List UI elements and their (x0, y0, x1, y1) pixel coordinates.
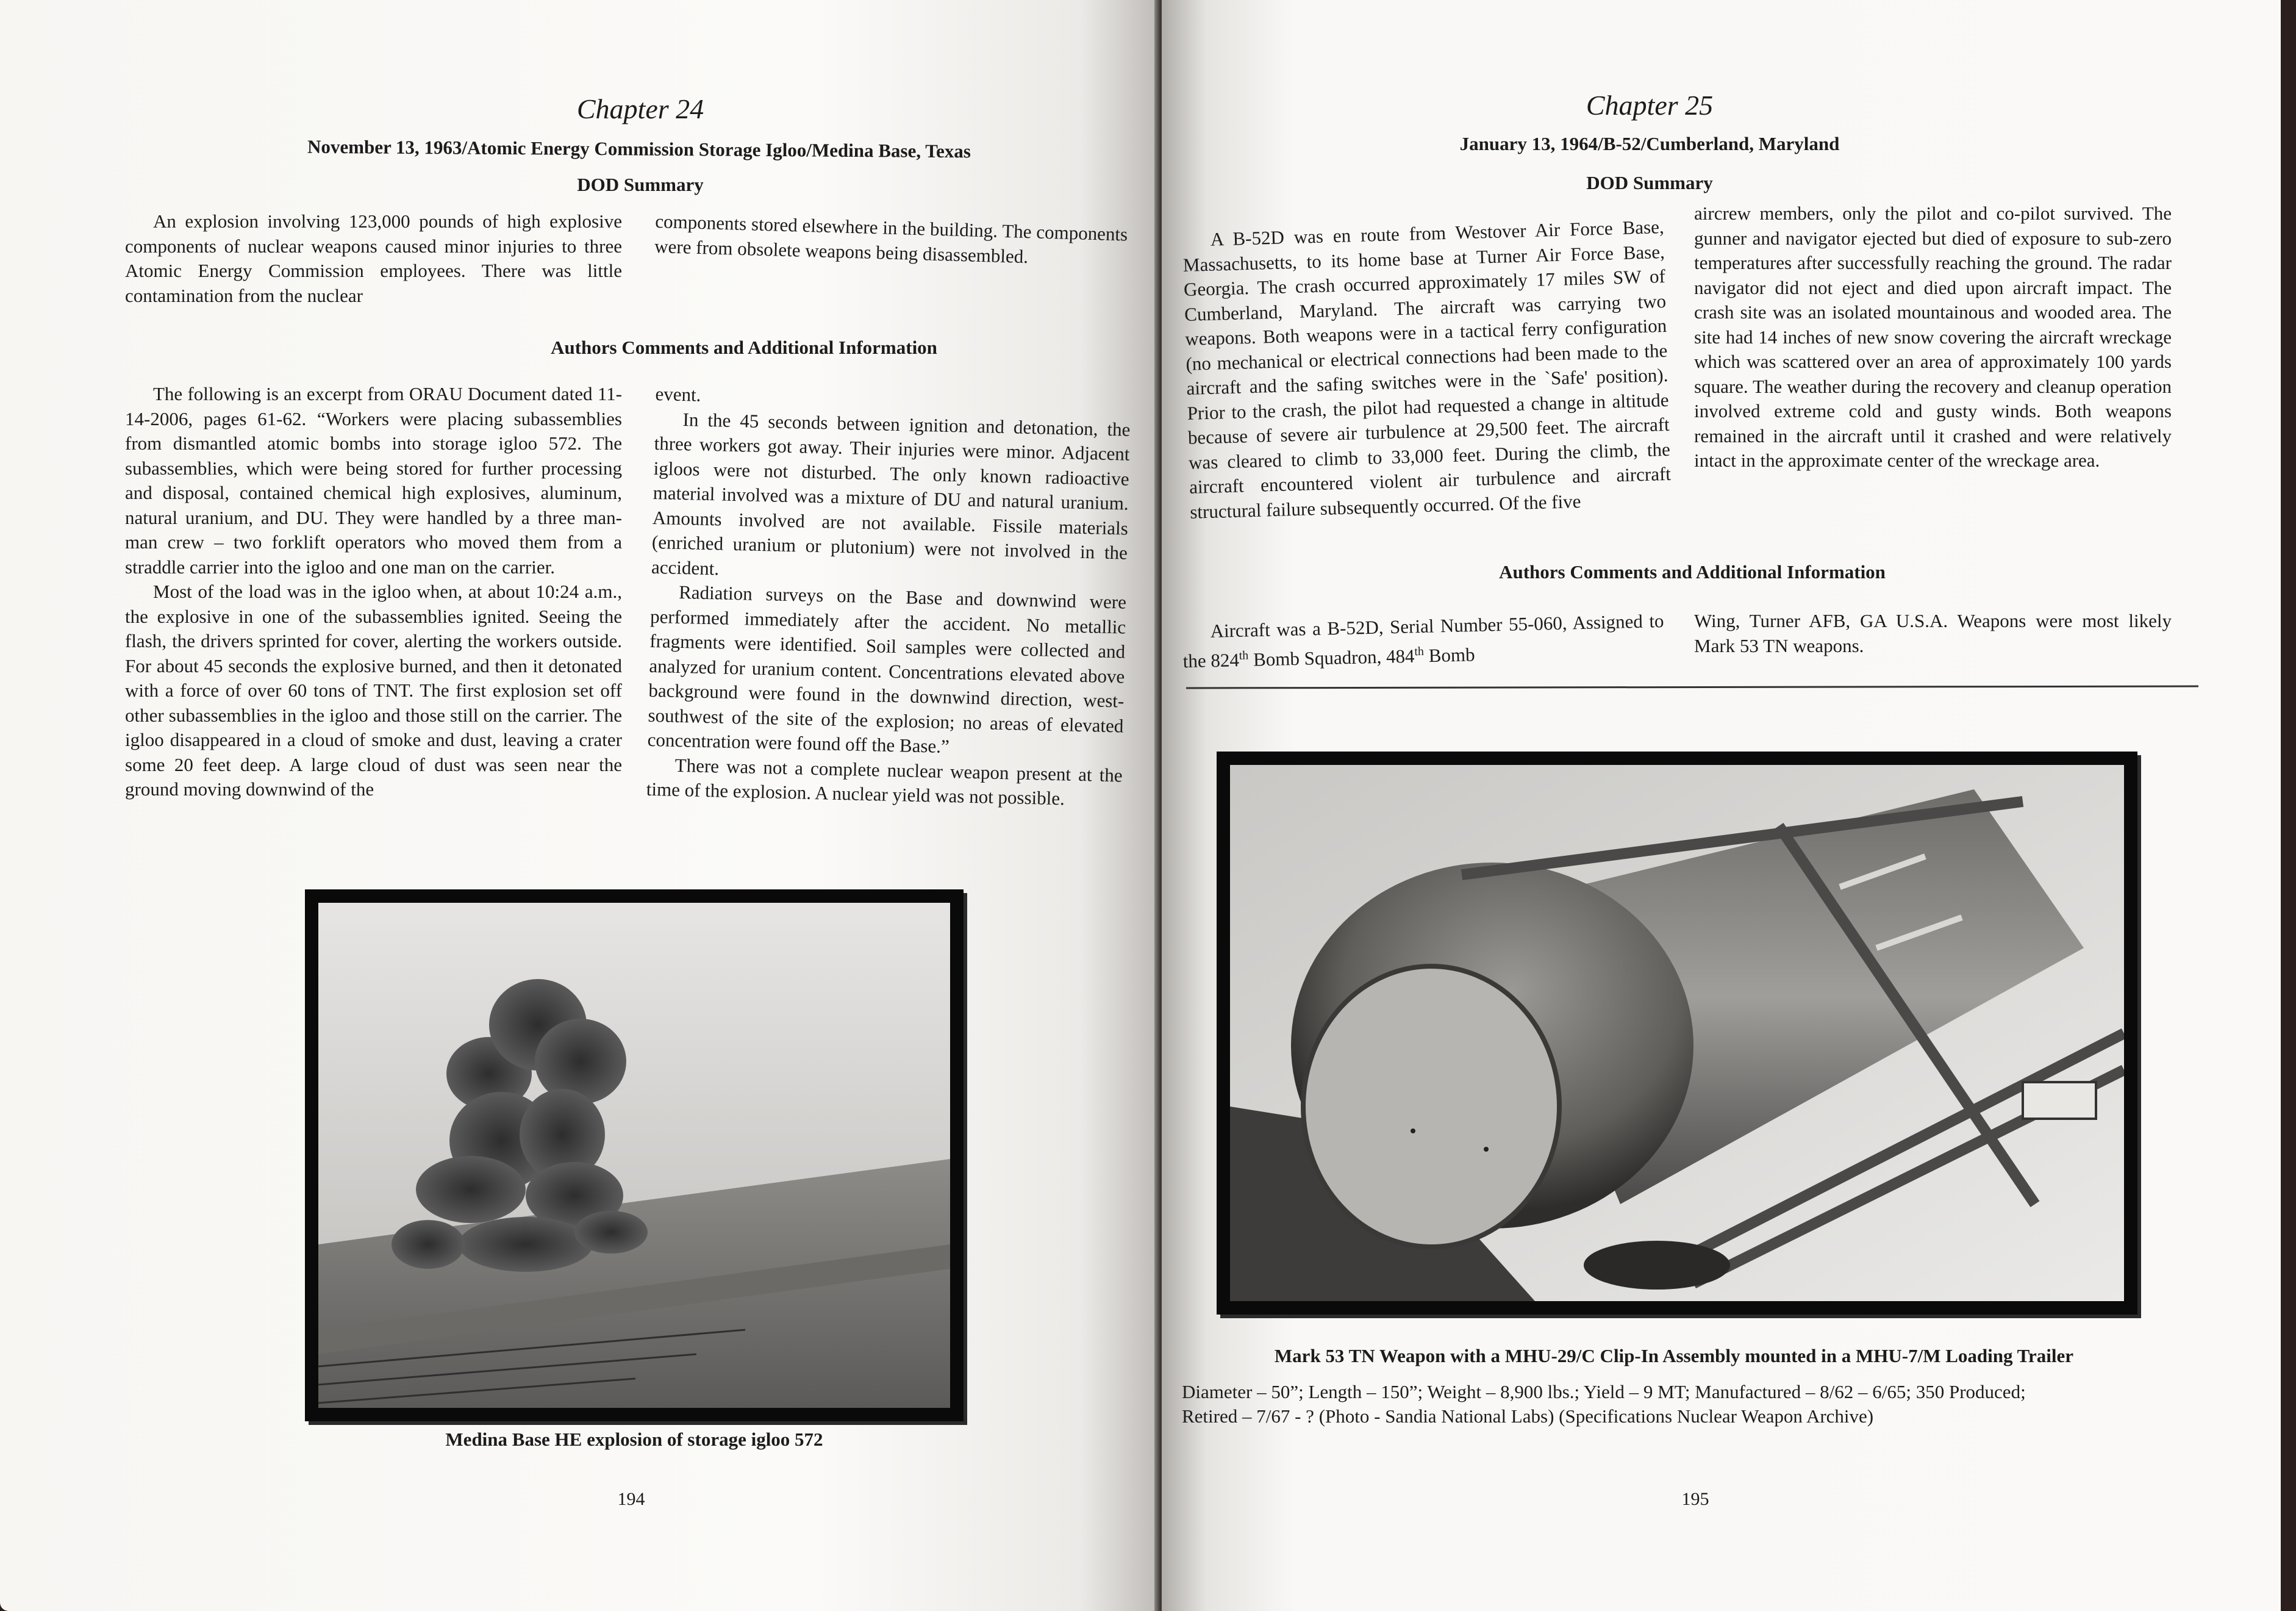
explosion-photo-image (318, 903, 950, 1408)
dod-summary-col2: aircrew members, only the pilot and co-pilot survived. The gunner and navigator ejected but died of exposure to sub-zero temperatures after successfully reaching the ground. The radar navigator did not eject and died upon aircraft impact. The crash site was an isolated mountainous and wooded area. The site had 14 inches of new snow covering the aircraft wreckage which was scattered over an area of approximately 100 yards square. The weather during the recovery and cleanup operation involved extreme cold and gusty winds. Both weapons remained in the aircraft until it crashed and were relatively intact in the approximate center of the wreckage area. (1694, 203, 2172, 471)
weapon-specs-line2: Retired – 7/67 - ? (Photo - Sandia National Labs) (Specifications Nuclear Weapon Archive) (1182, 1405, 1874, 1427)
chapter-title: Chapter 24 (576, 93, 704, 124)
chapter-subtitle: November 13, 1963/Atomic Energy Commission Storage Igloo/Medina Base, Texas (307, 135, 971, 162)
dod-summary-heading: DOD Summary (577, 174, 704, 195)
authors-col1-text-c: Bomb (1423, 643, 1475, 666)
chapter-title: Chapter 25 (1586, 90, 1714, 121)
authors-col1-para1: The following is an excerpt from ORAU Document dated 11-14-2006, pages 61-62. “Workers were placing subassemblies from dismantled atomic bombs into storage igloo 572. The subassemblies, which were being stored for further processing and disposal, contained chemical high explosives, aluminum, natural uranium, and DU. They were handled by a three man-man crew – two forklift operators who moved them from a straddle carrier into the igloo and one man on the carrier. (125, 383, 622, 578)
dod-summary-col2: components stored elsewhere in the building. The components were from obsolete weapons being disassembled. (654, 210, 1128, 267)
ordinal-suffix: th (1239, 648, 1249, 662)
authors-col1-text-a: Aircraft was a B-52D, Serial Number 55-060, Assigned to the 824 (1182, 609, 1664, 672)
dod-summary-col1: An explosion involving 123,000 pounds of high explosive components of nuclear weapons caused minor injuries to three Atomic Energy Commission employees. There was little contamination from the nuclear (125, 210, 622, 306)
authors-col2-para2: Radiation surveys on the Base and downwind were performed immediately after the accident. No metallic fragments were identified. Soil samples were collected and analyzed for uranium content. Concentrations elevated above background were found in the downwind direction, west-southwest of the site of the explosion; no areas of elevated concentration were found off the Base.” (647, 581, 1127, 758)
weapon-photo (1217, 752, 2137, 1315)
dod-summary-heading: DOD Summary (1586, 172, 1713, 193)
authors-col2-para3: There was not a complete nuclear weapon present at the time of the explosion. A nuclear yield was not possible. (646, 754, 1123, 809)
ordinal-suffix: th (1414, 644, 1425, 658)
explosion-photo (305, 889, 964, 1421)
authors-col2-para1: In the 45 seconds between ignition and detonation, the three workers got away. Their injuries were minor. Adjacent igloos were not disturbed. The only known radioactive material involved was a mixture of DU and natural uranium. Amounts involved are not available. Fissile materials (enriched uranium or plutonium) were not involved in the accident. (651, 408, 1131, 579)
authors-col1 (125, 382, 622, 802)
photo-caption: Mark 53 TN Weapon with a MHU-29/C Clip-In Assembly mounted in a MHU-7/M Loading Trailer (1274, 1345, 2074, 1366)
authors-col1 (1182, 609, 1665, 673)
page-number: 195 (1681, 1489, 1709, 1509)
weapon-photo-image (1230, 765, 2124, 1301)
authors-col2-para0: event. (655, 382, 701, 406)
weapon-illustration (1230, 765, 2124, 1301)
section-divider (1186, 686, 2198, 689)
right-page (1162, 0, 2281, 1611)
authors-col1-text-b: Bomb Squadron, 484 (1248, 645, 1415, 670)
chapter-subtitle: January 13, 1964/B-52/Cumberland, Maryland (1459, 133, 1840, 154)
explosion-illustration (318, 903, 950, 1408)
authors-col2 (646, 382, 1131, 813)
authors-comments-heading: Authors Comments and Additional Information (1499, 561, 1886, 583)
weapon-specs-line1: Diameter – 50”; Length – 150”; Weight – 8,900 lbs.; Yield – 9 MT; Manufactured – 8/62 – 6/65; 350 Produced; (1182, 1381, 2026, 1402)
photo-caption: Medina Base HE explosion of storage igloo 572 (445, 1429, 823, 1450)
dod-summary-col1: A B-52D was en route from Westover Air Force Base, Massachusetts, to its home base at Turner Air Force Base, Georgia. The crash occurred approximately 17 miles SW of Cumberland, Maryland. The aircraft was carrying two weapons. Both weapons were in a tactical ferry configuration (no mechanical or electrical connections had been made to the aircraft and the safing switches were in the `Safe' position). Prior to the crash, the pilot had requested a change in altitude because of severe air turbulence at 29,500 feet. The aircraft was cleared to climb to 33,000 feet. During the climb, the aircraft encountered violent air turbulence and aircraft structural failure subsequently occurred. Of the five (1182, 215, 1672, 523)
page-number: 194 (617, 1489, 645, 1509)
authors-comments-heading: Authors Comments and Additional Information (551, 337, 937, 358)
authors-col2: Wing, Turner AFB, GA U.S.A. Weapons were most likely Mark 53 TN weapons. (1694, 610, 2172, 656)
authors-col1-para2: Most of the load was in the igloo when, at about 10:24 a.m., the explosive in one of the subassemblies ignited. Seeing the flash, the drivers sprinted for cover, alerting the workers outside. For about 45 seconds the explosive burned, and then it detonated with a force of over 60 tons of TNT. The first explosion set off other subassemblies in the igloo and those still on the carrier. The igloo disappeared in a cloud of smoke and dust, leaving a crater some 20 feet deep. A large cloud of dust was seen near the ground moving downwind of the (125, 581, 622, 800)
weapon-specs (1182, 1380, 2206, 1429)
